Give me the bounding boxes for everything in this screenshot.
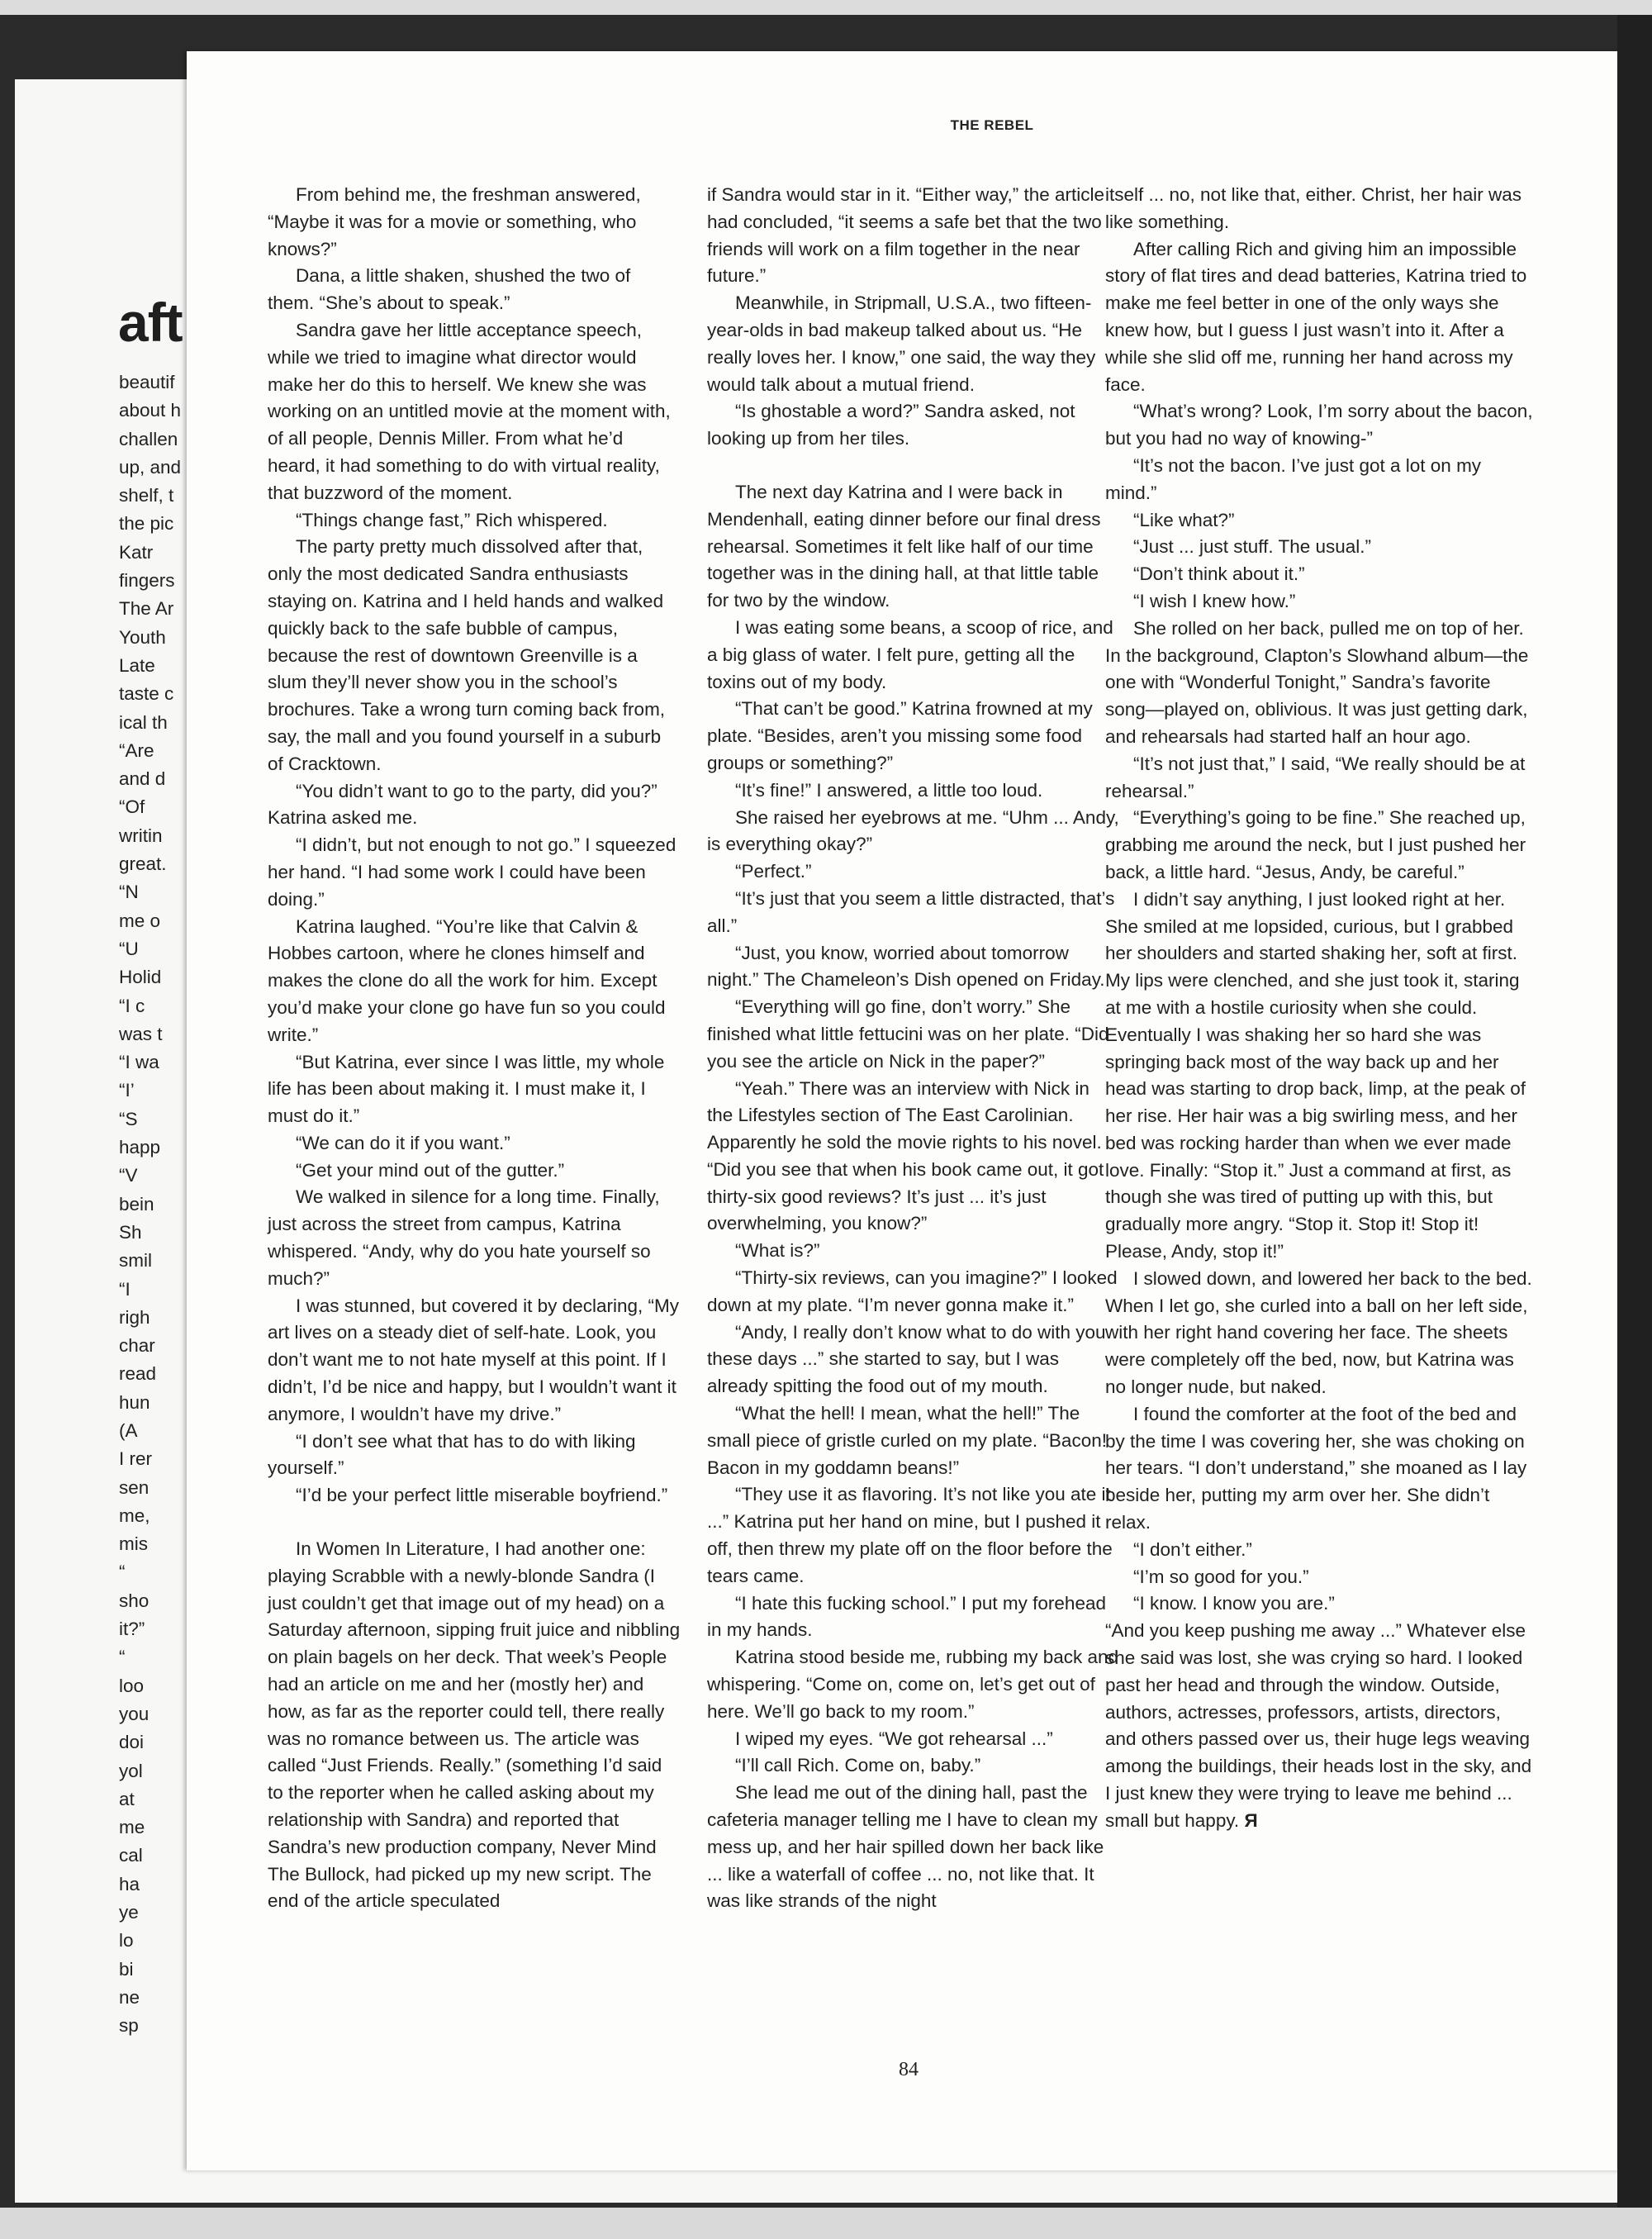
background-line-fragment: it?” [119,1619,145,1640]
paragraph [707,1265,1120,1319]
background-line-fragment: “V [119,1165,138,1186]
paragraph [1105,805,1535,886]
background-line-fragment: doi [119,1732,145,1753]
paragraph [707,398,1120,453]
paragraph [268,1049,681,1130]
paragraph [268,534,681,777]
paragraph-text: “Everything’s going to be fine.” She reached up, grabbing me around the neck, but I just pushed her back, a little hard. “Jesus, Andy, be careful.” [1105,807,1526,882]
paragraph [707,994,1120,1075]
paragraph [1105,588,1535,616]
paragraph [1105,236,1535,399]
background-line-fragment: writin [119,825,163,846]
paragraph [268,1482,681,1509]
paragraph [1105,534,1535,561]
background-line-fragment: “I’ [119,1080,135,1101]
paragraph-text: “And you keep pushing me away ...” Whatever else she said was lost, she was crying so hard. I looked past her head and through the window. Outside, authors, actresses, professors, artists, directors, and others passed over us, their huge legs weaving among the buildings, their heads lost in the sky, and I just knew they were trying to leave me behind ... small but happy. [1105,1620,1532,1831]
background-line-fragment: sho [119,1590,150,1611]
background-line-fragment: was t [119,1023,163,1044]
paragraph-text: We walked in silence for a long time. Finally, just across the street from campus, Katrina whispered. “Andy, why do you hate yourself so much?” [268,1186,660,1289]
paragraph [1105,453,1535,507]
paragraph [707,1752,1120,1780]
paragraph-text: Katrina stood beside me, rubbing my back and whispering. “Come on, come on, let’s get out of here. We’ll go back to my room.” [707,1647,1119,1722]
paragraph [268,317,681,507]
background-line-fragment: bi [119,1958,134,1980]
paragraph-text: She rolled on her back, pulled me on top of her. In the background, Clapton’s Slowhand album—the one with “Wonderful Tonight,” Sandra’s favorite song—played on, oblivious. It was just getting dark, and rehearsals had started half an hour ago. [1105,617,1529,747]
background-line-fragment: and d [119,768,166,790]
paragraph [268,1293,681,1428]
background-line-fragment: yol [119,1760,143,1781]
background-line-fragment: sen [119,1476,150,1498]
paragraph-text: “I’d be your perfect little miserable boyfriend.” [296,1485,668,1506]
paragraph-text: “Andy, I really don’t know what to do with you these days ...” she started to say, but I was already spitting the food out of my mouth. [707,1321,1106,1397]
paragraph [707,858,1120,886]
paragraph [1105,1590,1535,1618]
text-column-3 [1105,182,1535,1835]
text-column-2 [707,182,1120,1915]
paragraph-text: “That can’t be good.” Katrina frowned at my plate. “Besides, aren’t you missing some food groups or something?” [707,698,1093,773]
background-line-fragment: lo [119,1930,134,1951]
paragraph [1105,1537,1535,1564]
paragraph [268,1428,681,1483]
running-head: THE REBEL [950,117,1034,133]
background-line-fragment: mis [119,1533,148,1555]
background-line-fragment: “I wa [119,1052,159,1073]
paragraph [707,1481,1120,1590]
background-line-fragment: happ [119,1137,161,1158]
paragraph [268,1158,681,1185]
background-line-fragment: ical th [119,711,168,733]
paragraph [707,479,1120,615]
paragraph [1105,1618,1535,1834]
paragraph [1105,507,1535,535]
scan-bottom-band [0,2208,1652,2239]
paragraph [707,1780,1120,1915]
paragraph-text: “Like what?” [1133,509,1235,530]
paragraph [707,1644,1120,1725]
background-line-fragment: fingers [119,570,175,592]
paragraph-text: Meanwhile, in Stripmall, U.S.A., two fifteen-year-olds in bad makeup talked about us. “He really loves her. I know,” one said, the way they would talk about a mutual friend. [707,292,1096,395]
paragraph [268,1184,681,1292]
paragraph-text: Katrina laughed. “You’re like that Calvin & Hobbes cartoon, where he clones himself and makes the clone do all the work for him. Except you’d make your clone go have fun so you could write.” [268,915,666,1045]
background-line-fragment: Holid [119,967,162,988]
paragraph [1105,1564,1535,1591]
paragraph-text: “Things change fast,” Rich whispered. [296,509,608,530]
background-line-fragment: “ [119,1647,126,1668]
background-line-fragment: up, and [119,456,182,478]
paragraph-text: After calling Rich and giving him an impossible story of flat tires and dead batteries, Katrina tried to make me feel better in one of the only ways she knew how, but I guess I just wasn’t into it. After a while she slid off me, running her hand across my face. [1105,238,1527,395]
paragraph-text: “I’ll call Rich. Come on, baby.” [735,1755,981,1776]
background-line-fragment: read [119,1363,157,1385]
background-line-fragment: Katr [119,541,154,563]
paragraph-text: “I wish I knew how.” [1133,590,1296,611]
paragraph-text: “Is ghostable a word?” Sandra asked, not looking up from her tiles. [707,401,1075,449]
background-line-fragment: “I [119,1278,131,1300]
paragraph-text: Sandra gave her little acceptance speech, while we tried to imagine what director would make her do this to herself. We knew she was working on an untitled movie at the moment with, of all people, Dennis Miller. From what he’d heard, it had something to do with virtual reality, that buzzword of the moment. [268,319,671,503]
paragraph-text: if Sandra would star in it. “Either way,” the article had concluded, “it seems a safe bet that the two friends will work on a film together in the near future.” [707,184,1105,287]
background-line-fragment: righ [119,1306,150,1328]
paragraph-text: “What the hell! I mean, what the hell!” The small piece of gristle curled on my plate. “Bacon! Bacon in my goddamn beans!” [707,1403,1107,1478]
paragraph [707,1319,1120,1400]
paragraph-text: “It’s not just that,” I said, “We really should be at rehearsal.” [1105,753,1526,801]
paragraph [707,1076,1120,1238]
scan-top-band [0,0,1652,15]
background-line-fragment: char [119,1335,155,1357]
background-line-fragment: great. [119,853,167,875]
paragraph [707,615,1120,696]
background-line-fragment: ha [119,1873,140,1894]
paragraph [268,182,681,263]
paragraph-text: “It’s just that you seem a little distracted, that’s all.” [707,887,1115,936]
background-line-fragment: bein [119,1193,154,1215]
background-line-fragment: hun [119,1391,150,1413]
paragraph-text: “I’m so good for you.” [1133,1566,1309,1587]
paragraph [268,778,681,833]
paragraph [707,805,1120,859]
background-line-fragment: ye [119,1902,139,1923]
background-line-fragment: beautif [119,372,175,392]
background-line-fragment: me [119,1817,145,1838]
paragraph-text: I wiped my eyes. “We got rehearsal ...” [735,1728,1053,1749]
background-line-fragment: “Are [119,739,154,761]
paragraph-text: I was eating some beans, a scoop of rice, and a big glass of water. I felt pure, getting all the toxins out of my body. [707,616,1113,692]
paragraph [707,777,1120,805]
paragraph-text: Dana, a little shaken, shushed the two of them. “She’s about to speak.” [268,265,631,314]
paragraph-text: She lead me out of the dining hall, past the cafeteria manager telling me I have to clean my mess up, and her hair spilled down her back like ... like a waterfall of coffee ... no, not like that. It was like strands of the night [707,1782,1104,1912]
paragraph [268,1536,681,1915]
paragraph-text: I slowed down, and lowered her back to the bed. When I let go, she curled into a ball on her left side, with her right hand covering her face. The sheets were completely off the bed, now, but Katrina was no longer nude, but naked. [1105,1267,1532,1398]
paragraph-text: “Just, you know, worried about tomorrow night.” The Chameleon’s Dish opened on Friday. [707,942,1105,991]
paragraph [1105,616,1535,751]
background-line-fragment: sp [119,2015,139,2037]
paragraph [1105,182,1535,236]
paragraph-text: I found the comforter at the foot of the bed and by the time I was covering her, she was choking on her tears. “I don’t understand,” she moaned as I lay beside her, putting my arm over her. She didn’t relax. [1105,1403,1527,1533]
paragraph-text: “We can do it if you want.” [296,1132,510,1153]
background-line-fragment: taste c [119,683,174,705]
background-line-fragment: cal [119,1845,143,1866]
paragraph-text: “Thirty-six reviews, can you imagine?” I looked down at my plate. “I’m never gonna make it.” [707,1267,1118,1315]
paragraph-text: “You didn’t want to go to the party, did you?” Katrina asked me. [268,780,657,829]
paragraph-text: “I didn’t, but not enough to not go.” I squeezed her hand. “I had some work I could have been doing.” [268,834,676,910]
paragraph-text: “It’s fine!” I answered, a little too loud. [735,779,1043,801]
paragraph [707,696,1120,777]
paragraph-text: She raised her eyebrows at me. “Uhm ... Andy, is everything okay?” [707,806,1119,855]
end-mark-icon: Я [1244,1809,1258,1831]
background-line-fragment: “Of [119,796,145,818]
background-line-fragment: me o [119,910,161,931]
paragraph [268,507,681,535]
background-line-fragment: Late [119,654,155,676]
paragraph [1105,751,1535,806]
paragraph-text: “What is?” [735,1240,820,1262]
background-line-fragment: “N [119,882,139,903]
paragraph-text: “I don’t either.” [1133,1538,1252,1560]
background-line-fragment: (A [119,1419,138,1441]
background-line-fragment: The Ar [119,598,174,620]
paragraph-text: “I know. I know you are.” [1133,1593,1335,1614]
paragraph-text: “Get your mind out of the gutter.” [296,1159,565,1181]
background-title-fragment: aft [118,292,183,353]
paragraph [707,1238,1120,1265]
paragraph [707,1590,1120,1645]
paragraph [707,1400,1120,1481]
paragraph [707,182,1120,290]
paragraph [268,914,681,1049]
paragraph [1105,1401,1535,1537]
paragraph-text: “But Katrina, ever since I was little, my whole life has been about making it. I must make it, I must do it.” [268,1051,665,1127]
paragraph-text: In Women In Literature, I had another one: playing Scrabble with a newly-blonde Sandra (I just couldn’t get that image out of my head) on a Saturday afternoon, sipping fruit juice and nibbling on plain bagels on her deck. That week’s People had an article on me and her (mostly her) and how, as far as the reporter could tell, there really was no romance between us. The article was called “Just Friends. Really.” (something I’d said to the reporter when he called asking about my relationship with Sandra) and reported that Sandra’s new production company, Never Mind The Bullock, had picked up my new script. The end of the article speculated [268,1538,681,1912]
paragraph [1105,887,1535,1266]
background-line-fragment: loo [119,1675,145,1696]
paragraph-text: “Yeah.” There was an interview with Nick in the Lifestyles section of The East Carolinian. Apparently he sold the movie rights to his novel. “Did you see that when his book came out, it got thirty-six good reviews? It’s just ... it’s just overwhelming, you know?” [707,1077,1104,1234]
paragraph-text: The party pretty much dissolved after that, only the most dedicated Sandra enthusiasts staying on. Katrina and I held hands and walked quickly back to the safe bubble of campus, because the rest of downtown Greenville is a slum they’ll never show you in the school’s brochures. Take a wrong turn coming back from, say, the mall and you found yourself in a suburb of Cracktown. [268,536,666,774]
paragraph-text: “What’s wrong? Look, I’m sorry about the bacon, but you had no way of knowing-” [1105,401,1533,449]
background-line-fragment: Youth [119,626,166,648]
paragraph [268,1130,681,1158]
paragraph-text: “Perfect.” [735,861,812,882]
background-line-fragment: “S [119,1108,138,1129]
background-line-fragment: ne [119,1986,140,2008]
background-line-fragment: you [119,1703,150,1724]
background-line-fragment: at [119,1788,135,1809]
paragraph-text: “It’s not the bacon. I’ve just got a lot on my mind.” [1105,454,1482,503]
paragraph [707,940,1120,995]
paragraph-text: The next day Katrina and I were back in Mendenhall, eating dinner before our final dress rehearsal. Sometimes it felt like half of our time together was in the dining hall, at that little table for two by the window. [707,481,1101,611]
background-line-fragment: I rer [119,1448,153,1470]
paragraph-text: I didn’t say anything, I just looked right at her. She smiled at me lopsided, curious, but I grabbed her shoulders and started shaking her, soft at first. My lips were clenched, and she just took it, staring at me with a hostile curiosity when she could. Eventually I was shaking her so hard she was springing back most of the way back up and her head was starting to drop back, limp, at the peak of her rise. Her hair was a big swirling mess, and her bed was rocking harder than when we ever made love. Finally: “Stop it.” Just a command at first, as though she was tired of putting up with this, but gradually more angry. “Stop it. Stop it! Stop it! Please, Andy, stop it!” [1105,888,1526,1262]
background-line-fragment: about h [119,400,182,421]
background-line-fragment: me, [119,1505,150,1526]
paragraph-text: From behind me, the freshman answered, “Maybe it was for a movie or something, who knows?” [268,184,641,259]
background-line-fragment: shelf, t [119,485,174,506]
scan-right-edge [1617,15,1652,2208]
paragraph [268,832,681,913]
paragraph-text: “Just ... just stuff. The usual.” [1133,536,1372,558]
paragraph [707,290,1120,398]
background-line-fragment: “ [119,1562,126,1583]
paragraph [1105,1266,1535,1401]
background-line-fragment: “I c [119,995,145,1016]
paragraph [1105,561,1535,588]
magazine-page [187,51,1631,2170]
paragraph-text: I was stunned, but covered it by declaring, “My art lives on a steady diet of self-hate. Look, you don’t want me to not hate myself at this point. If I didn’t, I’d be nice and happy, but I wouldn’t want it anymore, I wouldn’t have my drive.” [268,1295,679,1424]
background-line-fragment: smil [119,1250,152,1272]
background-line-fragment: “U [119,938,139,959]
paragraph [707,1726,1120,1753]
paragraph-text: itself ... no, not like that, either. Christ, her hair was like something. [1105,184,1521,232]
background-line-fragment: challen [119,428,178,449]
paragraph [268,263,681,317]
page-number: 84 [899,2059,919,2080]
paragraph [1105,398,1535,453]
text-column-1 [268,182,681,1915]
background-line-fragment: Sh [119,1221,142,1243]
paragraph-text: “They use it as flavoring. It’s not like you ate it ...” Katrina put her hand on mine, but I pushed it off, then threw my plate off on the floor before the tears came. [707,1484,1113,1586]
paragraph-text: “Everything will go fine, don’t worry.” She finished what little fettucini was on her plate. “Did you see the article on Nick in the paper?” [707,996,1109,1072]
background-line-fragment: the pic [119,513,174,535]
paragraph [707,886,1120,940]
paragraph-text: “I don’t see what that has to do with liking yourself.” [268,1430,636,1479]
paragraph-text: “I hate this fucking school.” I put my forehead in my hands. [707,1592,1106,1641]
paragraph-text: “Don’t think about it.” [1133,563,1305,585]
